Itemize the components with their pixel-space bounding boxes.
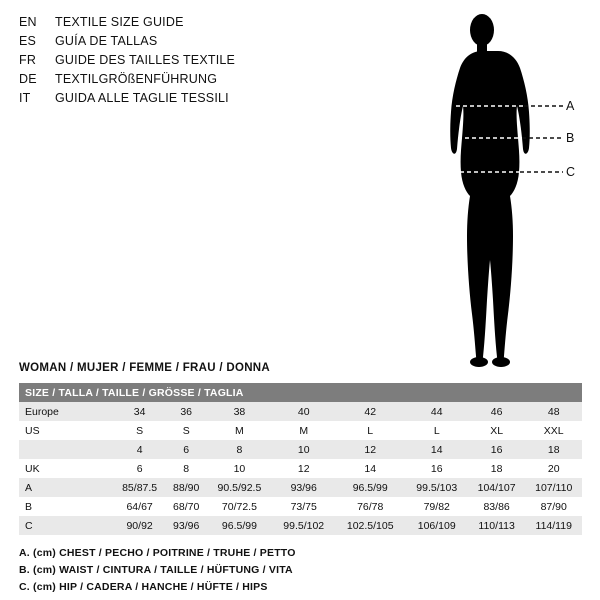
cell: 46 bbox=[468, 402, 526, 421]
cell: XL bbox=[468, 421, 526, 440]
size-table bbox=[19, 383, 582, 535]
cell: 12 bbox=[335, 440, 406, 459]
cell: 38 bbox=[206, 402, 273, 421]
cell: 16 bbox=[406, 459, 468, 478]
body-measurement-figure bbox=[420, 8, 590, 378]
table-row bbox=[19, 497, 582, 516]
cell: 10 bbox=[273, 440, 335, 459]
section-caption-woman: WOMAN / MUJER / FEMME / FRAU / DONNA bbox=[19, 362, 271, 374]
cell: 20 bbox=[525, 459, 582, 478]
cell: 83/86 bbox=[468, 497, 526, 516]
cell: 110/113 bbox=[468, 516, 526, 535]
cell: L bbox=[335, 421, 406, 440]
cell: 88/90 bbox=[166, 478, 206, 497]
table-row bbox=[19, 421, 582, 440]
row-label: C bbox=[19, 516, 113, 535]
table-row bbox=[19, 459, 582, 478]
cell: 8 bbox=[206, 440, 273, 459]
language-header-block bbox=[19, 15, 319, 110]
cell: M bbox=[206, 421, 273, 440]
language-title: TEXTILE SIZE GUIDE bbox=[55, 15, 184, 29]
table-row bbox=[19, 402, 582, 421]
language-row bbox=[19, 15, 319, 34]
cell: S bbox=[166, 421, 206, 440]
cell: 42 bbox=[335, 402, 406, 421]
language-row bbox=[19, 91, 319, 110]
table-row bbox=[19, 516, 582, 535]
cell: 12 bbox=[273, 459, 335, 478]
cell: 102.5/105 bbox=[335, 516, 406, 535]
cell: 99.5/102 bbox=[273, 516, 335, 535]
cell: 14 bbox=[406, 440, 468, 459]
table-header-label: SIZE / TALLA / TAILLE / GRÖSSE / TAGLIA bbox=[19, 383, 582, 402]
cell: S bbox=[113, 421, 166, 440]
language-code: FR bbox=[19, 53, 37, 67]
cell: 6 bbox=[113, 459, 166, 478]
row-label: A bbox=[19, 478, 113, 497]
cell: 34 bbox=[113, 402, 166, 421]
cell: 64/67 bbox=[113, 497, 166, 516]
cell: 76/78 bbox=[335, 497, 406, 516]
footnote-b: B. (cm) WAIST / CINTURA / TAILLE / HÜFTUNG / VITA bbox=[19, 564, 293, 576]
measure-label-c: C bbox=[566, 165, 576, 179]
cell: 73/75 bbox=[273, 497, 335, 516]
cell: M bbox=[273, 421, 335, 440]
cell: 36 bbox=[166, 402, 206, 421]
row-label: UK bbox=[19, 459, 113, 478]
cell: 70/72.5 bbox=[206, 497, 273, 516]
language-code: EN bbox=[19, 15, 37, 29]
cell: 44 bbox=[406, 402, 468, 421]
cell: 18 bbox=[468, 459, 526, 478]
cell: 106/109 bbox=[406, 516, 468, 535]
cell: 93/96 bbox=[273, 478, 335, 497]
cell: 68/70 bbox=[166, 497, 206, 516]
measure-label-a: A bbox=[566, 99, 575, 113]
table-header-row bbox=[19, 383, 582, 402]
language-row bbox=[19, 34, 319, 53]
cell: 107/110 bbox=[525, 478, 582, 497]
footnote-c: C. (cm) HIP / CADERA / HANCHE / HÜFTE / HIPS bbox=[19, 581, 268, 593]
cell: 85/87.5 bbox=[113, 478, 166, 497]
cell: 87/90 bbox=[525, 497, 582, 516]
cell: 16 bbox=[468, 440, 526, 459]
language-title: GUÍA DE TALLAS bbox=[55, 34, 158, 48]
language-row bbox=[19, 53, 319, 72]
cell: 14 bbox=[335, 459, 406, 478]
cell: 90.5/92.5 bbox=[206, 478, 273, 497]
row-label: Europe bbox=[19, 402, 113, 421]
cell: 104/107 bbox=[468, 478, 526, 497]
row-label: B bbox=[19, 497, 113, 516]
language-title: GUIDE DES TAILLES TEXTILE bbox=[55, 53, 236, 67]
cell: 8 bbox=[166, 459, 206, 478]
female-silhouette-icon bbox=[420, 8, 590, 378]
cell: 114/119 bbox=[525, 516, 582, 535]
cell: 18 bbox=[525, 440, 582, 459]
cell: 79/82 bbox=[406, 497, 468, 516]
table-row bbox=[19, 478, 582, 497]
language-code: ES bbox=[19, 34, 37, 48]
language-title: TEXTILGRÖßENFÜHRUNG bbox=[55, 72, 218, 86]
language-title: GUIDA ALLE TAGLIE TESSILI bbox=[55, 91, 229, 105]
row-label bbox=[19, 440, 113, 459]
cell: 48 bbox=[525, 402, 582, 421]
cell: 10 bbox=[206, 459, 273, 478]
cell: L bbox=[406, 421, 468, 440]
footnote-a: A. (cm) CHEST / PECHO / POITRINE / TRUHE / PETTO bbox=[19, 547, 296, 559]
measure-label-b: B bbox=[566, 131, 575, 145]
cell: 93/96 bbox=[166, 516, 206, 535]
cell: 6 bbox=[166, 440, 206, 459]
cell: 40 bbox=[273, 402, 335, 421]
cell: 4 bbox=[113, 440, 166, 459]
cell: 96.5/99 bbox=[206, 516, 273, 535]
language-code: IT bbox=[19, 91, 31, 105]
cell: XXL bbox=[525, 421, 582, 440]
language-code: DE bbox=[19, 72, 37, 86]
cell: 96.5/99 bbox=[335, 478, 406, 497]
table-row bbox=[19, 440, 582, 459]
footnotes-block bbox=[19, 545, 579, 596]
cell: 90/92 bbox=[113, 516, 166, 535]
row-label: US bbox=[19, 421, 113, 440]
cell: 99.5/103 bbox=[406, 478, 468, 497]
language-row bbox=[19, 72, 319, 91]
